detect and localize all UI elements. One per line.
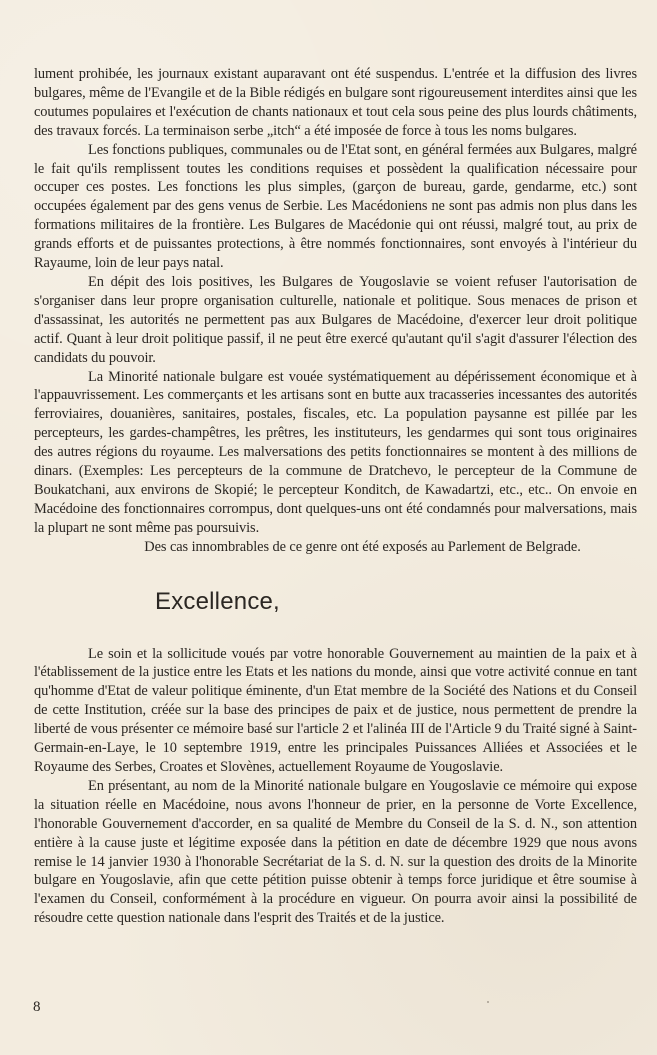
paper-speck <box>487 1001 489 1003</box>
paragraph-government-care: Le soin et la sollicitude voués par votre honorable Gouvernement au maintien de la paix et à l'établissement de la justice entre les Etats et les nations du monde, ainsi que votre activité connue en tant qu'homme d'Etat de valeur politique éminente, d'un Etat membre de la Société des Nations et du Conseil de cette Institution, créée sur la base des principes de paix et de justice, nous permettent de prendre la liberté de vous présenter ce mémoire basé sur l'article 2 et l'alinéa III de l'Article 9 du Traité signé à Saint-Germain-en-Laye, le 10 septembre 1919, entre les principales Puissances Alliées et Associées et le Royaume des Serbes, Croates et Slovènes, actuellement Royaume de Yougoslavie. <box>34 645 637 775</box>
excellence-heading: Excellence, <box>155 587 280 615</box>
paragraph-memoir-request: En présentant, au nom de la Minorité nationale bulgare en Yougoslavie ce mémoire qui expose la situation réelle en Macédoine, nous avons l'honneur de prier, en la personne de Vorte Excellence, l'honorable Gouvernement d'accorder, en sa qualité de Membre du Conseil de la S. d. N., son attention entière à la cause juste et légitime exposée dans la pétition en date de décembre 1929 que nous avons remise le 14 janvier 1930 à l'honorable Secrétariat de la S. d. N. sur la question des droits de la Minorite bulgare en Yougoslavie, afin que cette pétition puisse obtenir à temps force juridique et être soumise à l'examen du Conseil, conformément à la procédure en vigueur. On pourra avoir ainsi la possibilité de résoudre cette question nationale dans l'esprit des Traités et de la justice. <box>34 777 637 927</box>
paragraph-public-functions: Les fonctions publiques, communales ou de l'Etat sont, en général fermées aux Bulgares, malgré le fait qu'ils remplissent toutes les conditions requises et possèdent la qualification nécessaire pour occuper ces postes. Les fonctions les plus simples, (garçon de bureau, garde, gendarme, etc.) sont occupées également par des gens venus de Serbie. Les Macédoniens ne sont pas admis non plus dans les formations militaires de la frontière. Les Bulgares de Macédonie qui ont réussi, malgré tout, au prix de grands efforts et de puissantes protections, à être nommés fonctionnaires, sont envoyés à l'intérieur du Rayaume, loin de leur pays natal. <box>34 141 637 272</box>
page-number: 8 <box>33 999 41 1015</box>
page-text-block <box>34 65 637 928</box>
paragraph-organisation-rights: En dépit des lois positives, les Bulgares de Yougoslavie se voient refuser l'autorisation de s'organiser dans leur propre organisation culturelle, nationale et politique. Sous menaces de prison et d'assassinat, les autorités ne permettent pas aux Bulgares de Macédoine, d'exercer leur droit politique actif. Quant à leur droit politique passif, il ne peut être exercé qu'autant qu'il s'agit d'assurer l'élection des candidats du pouvoir. <box>34 273 637 366</box>
paragraph-economic-impoverishment: La Minorité nationale bulgare est vouée systématiquement au dépérissement économique et à l'appauvrissement. Les commerçants et les artisans sont en butte aux tracasseries incessantes des autorités ferroviaires, douanières, sanitaires, postales, fiscales, etc. La population paysanne est pillée par les percepteurs, les gardes-champêtres, les prêtres, les instituteurs, les gendarmes qui sont tous originaires des autres régions du royaume. Les malversations des petits fonctionnaires se montent à des millions de dinars. (Exemples: Les percepteurs de la commune de Dratchevo, le percepteur de la Commune de Boukatchani, aux environs de Skopié; le percepteur Konditch, de Kawadartzi, etc., etc.. On envoie en Macédoine des fonctionnaires corrompus, dont quelques-uns ont été condamnés pour malversations, mais la plupart ne sont même pas poursuivis. <box>34 368 637 536</box>
paragraph-prohibition: lument prohibée, les journaux existant auparavant ont été suspendus. L'entrée et la diffusion des livres bulgares, même de l'Evangile et de la Bible rédigés en bulgare sont rigoureusement interdites ainsi que les coutumes populaires et l'exécution de chants nationaux et tout cela sous peine des plus lourds châtiments, des travaux forcés. La terminaison serbe „itch“ a été imposée de force à tous les noms bulgares. <box>34 66 637 139</box>
paragraph-parliament-cases: Des cas innombrables de ce genre ont été exposés au Parlement de Belgrade. <box>144 538 581 555</box>
